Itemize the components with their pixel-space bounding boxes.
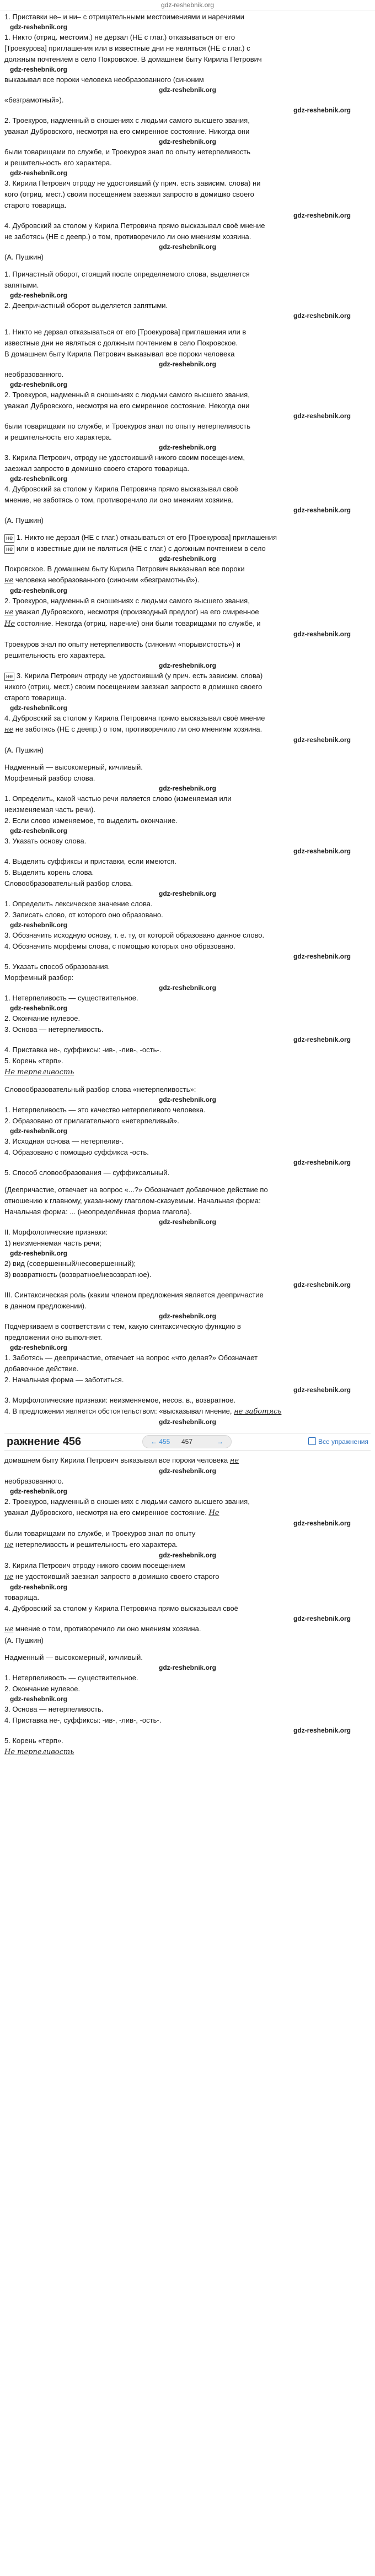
- exercise-pager: [142, 1435, 232, 1448]
- text-line: известные дни не являться с должным почтением в село Покровское.: [4, 339, 238, 347]
- handwritten-mark: Не терпеливость: [4, 1748, 74, 1756]
- watermark: gdz-reshebnik.org: [158, 1096, 216, 1103]
- text-line: В домашнем быту Кирила Петрович выказывал все пороки человека: [4, 350, 235, 358]
- watermark: gdz-reshebnik.org: [293, 312, 351, 320]
- text-line: Морфемный разбор слова.: [4, 774, 95, 782]
- grid-icon: [308, 1437, 316, 1445]
- watermark: gdz-reshebnik.org: [158, 784, 216, 792]
- text-line: 1. Нетерпеливость — это качество нетерпеливого человека.: [4, 1106, 206, 1114]
- text-line: 4. Обозначить морфемы слова, с помощью которых оно образовано.: [4, 942, 235, 950]
- handwritten-mark: не: [4, 1541, 14, 1549]
- watermark: gdz-reshebnik.org: [158, 555, 216, 562]
- text-line: Надменный — высокомерный, кичливый.: [4, 763, 143, 771]
- text-line: 5. Корень «терп».: [4, 1057, 63, 1065]
- handwritten-mark: не: [4, 576, 14, 585]
- handwritten-mark: не заботясь: [234, 1408, 282, 1416]
- text-segment: мнение о том, противоречило ли оно мнениям хозяина.: [15, 1625, 201, 1633]
- text-line: Словообразовательный разбор слова.: [4, 879, 133, 887]
- text-line: Надменный — высокомерный, кичливый.: [4, 1653, 143, 1662]
- watermark: gdz-reshebnik.org: [158, 1467, 216, 1475]
- handwritten-box: не: [4, 545, 14, 554]
- text-line: 4. Дубровский за столом у Кирила Петровича прямо высказывал своё: [4, 1604, 238, 1612]
- section-morphology: [4, 1184, 371, 1427]
- text-line: 1. Никто не дерзал отказываться от его [Троекурова] приглашения или в: [4, 328, 247, 336]
- text-line: 5. Выделить корень слова.: [4, 868, 94, 876]
- text-line: 5. Способ словообразования — суффиксальный.: [4, 1168, 170, 1177]
- text-line: 1. Приставки не– и ни– с отрицательными местоимениями и наречиями: [4, 13, 244, 21]
- watermark: gdz-reshebnik.org: [10, 1695, 68, 1703]
- watermark: gdz-reshebnik.org: [293, 736, 351, 744]
- text-line: 2. Образовано от прилагательного «нетерпеливый».: [4, 1117, 179, 1125]
- text-line: (А. Пушкин): [4, 1636, 44, 1644]
- text-line: в данном предложении).: [4, 1302, 87, 1310]
- text-line: [4, 575, 371, 586]
- watermark: gdz-reshebnik.org: [10, 1583, 68, 1591]
- text-line: [4, 1507, 371, 1519]
- text-segment: 4. В предложении является обстоятельством: «высказывал мнение,: [4, 1407, 232, 1415]
- watermark: gdz-reshebnik.org: [10, 169, 68, 177]
- text-line: 1. Нетерпеливость — существительное.: [4, 994, 138, 1002]
- handwritten-box: не: [4, 534, 14, 543]
- text-line: 1) неизменяемая часть речи;: [4, 1239, 101, 1247]
- text-line: 2. Троекуров, надменный в сношениях с людьми самого высшего звания,: [4, 597, 250, 605]
- watermark: gdz-reshebnik.org: [293, 847, 351, 855]
- watermark: gdz-reshebnik.org: [10, 704, 68, 712]
- handwritten-mark: не: [4, 1573, 14, 1581]
- text-line: старого товарища.: [4, 201, 67, 209]
- text-line: [4, 607, 371, 618]
- text-line: [4, 1746, 371, 1758]
- watermark: gdz-reshebnik.org: [10, 1344, 68, 1351]
- text-line: 1. Никто (отриц. местоим.) не дерзал (НЕ с глаг.) отказываться от его: [4, 33, 235, 41]
- text-line: 2) вид (совершенный/несовершенный);: [4, 1259, 136, 1268]
- watermark: gdz-reshebnik.org: [293, 1386, 351, 1394]
- text-line: Подчёркиваем в соответствии с тем, какую синтаксическую функцию в: [4, 1322, 241, 1330]
- watermark: gdz-reshebnik.org: [293, 1615, 351, 1622]
- section-marked: [4, 532, 371, 756]
- text-line: II. Морфологические признаки:: [4, 1228, 108, 1236]
- text-line: и решительность его характера.: [4, 433, 112, 441]
- text-segment: уважал Дубровского, несмотря на его смиренное состояние.: [4, 1508, 207, 1517]
- watermark: gdz-reshebnik.org: [10, 291, 68, 299]
- text-line: 2. Троекуров, надменный в сношениях с людьми самого высшего звания,: [4, 116, 250, 125]
- watermark: gdz-reshebnik.org: [158, 662, 216, 669]
- text-line: [Троекурова] приглашения или в известные дни не являться (НЕ с глаг.) с: [4, 44, 250, 52]
- text-line: должным почтением в село Покровское. В домашнем быту Кирила Петрович: [4, 55, 262, 63]
- handwritten-mark: не: [4, 608, 14, 616]
- text-line: 2. Записать слово, от которого оно образовано.: [4, 911, 163, 919]
- section-repeat-b: [4, 1652, 371, 1758]
- watermark: gdz-reshebnik.org: [10, 827, 68, 835]
- section-repeat-a: [4, 1455, 371, 1646]
- text-line: Морфемный разбор:: [4, 973, 74, 982]
- prev-exercise-link[interactable]: ← 455: [151, 1438, 170, 1446]
- handwritten-mark: Не: [4, 620, 15, 628]
- text-line: [4, 532, 371, 543]
- text-line: [4, 1067, 371, 1078]
- watermark: gdz-reshebnik.org: [158, 1218, 216, 1226]
- watermark: gdz-reshebnik.org: [293, 212, 351, 219]
- text-line: [4, 1455, 371, 1466]
- watermark: gdz-reshebnik.org: [10, 1127, 68, 1135]
- text-line: 2. Окончание нулевое.: [4, 1014, 81, 1022]
- text-segment: или в известные дни не являться (НЕ с глаг.) с должным почтением в село: [16, 544, 266, 553]
- watermark: gdz-reshebnik.org: [10, 1004, 68, 1012]
- exercise-nav-bar: [4, 1433, 371, 1451]
- text-line: необразованного.: [4, 1477, 64, 1485]
- text-line: 2. Начальная форма — заботиться.: [4, 1376, 124, 1384]
- all-exercises-label: Все упражнения: [318, 1438, 368, 1446]
- text-line: 4. Дубровский за столом у Кирила Петровича прямо высказывал своё мнение: [4, 714, 265, 722]
- text-line: решительность его характера.: [4, 651, 106, 659]
- text-segment: не удостоивший заезжал запросто в домишко своего старого: [15, 1572, 219, 1581]
- text-line: Начальная форма: ... (неопределённая форма глагола).: [4, 1208, 192, 1216]
- text-line: 1. Причастный оборот, стоящий после определяемого слова, выделяется: [4, 270, 250, 278]
- next-exercise-link[interactable]: →: [217, 1438, 223, 1446]
- handwritten-box: не: [4, 673, 14, 681]
- text-line: 5. Указать способ образования.: [4, 962, 110, 971]
- text-line: 3. Основа — нетерпеливость.: [4, 1705, 104, 1713]
- section-morpheme: [4, 762, 371, 1078]
- text-line: запятыми.: [4, 281, 39, 289]
- watermark: gdz-reshebnik.org: [158, 1551, 216, 1559]
- text-line: добавочное действие.: [4, 1365, 79, 1373]
- text-line: необразованного.: [4, 370, 64, 378]
- section-rules: [4, 269, 371, 321]
- text-line: 4. Дубровский за столом у Кирила Петровича прямо высказывал своё мнение: [4, 221, 265, 230]
- watermark: gdz-reshebnik.org: [10, 23, 68, 31]
- text-line: [4, 543, 371, 554]
- exercise-title: ражнение 456: [7, 1436, 82, 1448]
- text-line: 5. Корень «терп».: [4, 1736, 63, 1745]
- watermark: gdz-reshebnik.org: [158, 1312, 216, 1320]
- text-line: 3. Кирила Петрович, отроду не удостоивший никого своим посещением,: [4, 453, 245, 462]
- text-line: 4. Приставка не-, суффиксы: -ив-, -лив-, -ость-.: [4, 1716, 162, 1724]
- handwritten-mark: не: [229, 1457, 239, 1465]
- all-exercises-button[interactable]: [308, 1433, 368, 1450]
- text-line: 3. Исходная основа — нетерпелив-.: [4, 1137, 124, 1145]
- text-line: кого (отриц. мест.) своим посещением заезжал запросто в домишко своего: [4, 190, 254, 198]
- text-line: 2. Троекуров, надменный в сношениях с людьми самого высшего звания,: [4, 391, 250, 399]
- text-line: 3. Обозначить исходную основу, т. е. ту, от которой образовано данное слово.: [4, 931, 265, 939]
- text-segment: уважал Дубровского, несмотря (производный предлог) на его смиренное: [15, 608, 259, 616]
- text-line: 1. Заботясь — деепричастие, отвечает на вопрос «что делая?» Обозначает: [4, 1354, 258, 1362]
- document-body: [0, 10, 375, 1758]
- text-line: [4, 618, 371, 630]
- text-line: [4, 1571, 371, 1583]
- text-segment: 1. Никто не дерзал (НЕ с глаг.) отказываться от его [Троекурова] приглашения: [16, 533, 277, 542]
- watermark: gdz-reshebnik.org: [10, 475, 68, 483]
- watermark: gdz-reshebnik.org: [158, 1664, 216, 1671]
- text-line: 3. Морфологические признаки: неизменяемое, несов. в., возвратное.: [4, 1396, 235, 1404]
- text-line: [4, 724, 371, 735]
- handwritten-mark: не: [4, 726, 14, 734]
- text-segment: не заботясь (НЕ с деепр.) о том, противоречило ли оно мнениям хозяина.: [15, 725, 262, 733]
- text-line: (А. Пушкин): [4, 746, 44, 754]
- watermark: gdz-reshebnik.org: [158, 243, 216, 251]
- watermark: gdz-reshebnik.org: [10, 1249, 68, 1257]
- watermark: gdz-reshebnik.org: [293, 412, 351, 420]
- text-line: Троекуров знал по опыту нетерпеливость (синоним «порывистость») и: [4, 640, 241, 648]
- text-line: 4. Образовано с помощью суффикса -ость.: [4, 1148, 149, 1156]
- text-line: неизменяемая часть речи).: [4, 805, 95, 814]
- text-line: уважал Дубровского, несмотря на его смиренное состояние. Никогда они: [4, 127, 250, 136]
- watermark: gdz-reshebnik.org: [293, 1281, 351, 1289]
- watermark: gdz-reshebnik.org: [158, 1418, 216, 1426]
- watermark: gdz-reshebnik.org: [158, 360, 216, 368]
- text-line: заезжал запросто в домишко своего старого товарища.: [4, 464, 190, 473]
- text-line: 4. Выделить суффиксы и приставки, если имеются.: [4, 857, 176, 865]
- watermark: gdz-reshebnik.org: [293, 1727, 351, 1734]
- text-line: (Деепричастие, отвечает на вопрос «...?» Обозначает добавочное действие по: [4, 1186, 268, 1194]
- text-line: товарища.: [4, 1593, 40, 1601]
- text-line: и решительность его характера.: [4, 159, 112, 167]
- text-line: 2. Деепричастный оборот выделяется запятыми.: [4, 301, 168, 310]
- text-line: (А. Пушкин): [4, 253, 44, 261]
- text-line: уважал Дубровского, несмотря на его смиренное состояние. Некогда они: [4, 402, 250, 410]
- watermark: gdz-reshebnik.org: [293, 630, 351, 638]
- watermark: gdz-reshebnik.org: [158, 86, 216, 94]
- watermark: gdz-reshebnik.org: [293, 106, 351, 114]
- watermark: gdz-reshebnik.org: [158, 443, 216, 451]
- text-line: [4, 1406, 371, 1417]
- text-segment: состояние. Некогда (отриц. наречие) они были товарищами по службе, и: [17, 619, 261, 627]
- current-exercise: 457: [181, 1438, 193, 1446]
- text-line: Словообразовательный разбор слова «нетерпеливость»:: [4, 1085, 196, 1094]
- text-segment: нетерпеливость и решительность его характера.: [15, 1540, 178, 1549]
- text-line: никого (отриц. мест.) своим посещением заезжал запросто в домишко своего: [4, 683, 262, 691]
- watermark: gdz-reshebnik.org: [293, 1036, 351, 1043]
- watermark: gdz-reshebnik.org: [293, 506, 351, 514]
- text-line: 3) возвратность (возвратное/невозвратное).: [4, 1270, 152, 1279]
- watermark: gdz-reshebnik.org: [293, 953, 351, 960]
- section-punctuation: [4, 327, 371, 526]
- watermark: gdz-reshebnik.org: [158, 890, 216, 897]
- text-line: выказывал все пороки человека необразованного (синоним: [4, 75, 204, 84]
- text-line: 3. Кирила Петрович отроду не удостоивший (у прич. есть зависим. слова) ни: [4, 179, 261, 187]
- text-line: 1. Нетерпеливость — существительное.: [4, 1674, 138, 1682]
- watermark: gdz-reshebnik.org: [293, 1519, 351, 1527]
- text-line: 1. Определить лексическое значение слова.: [4, 900, 153, 908]
- watermark: gdz-reshebnik.org: [10, 921, 68, 929]
- text-line: были товарищами по службе, и Троекуров знал по опыту нетерпеливость: [4, 422, 251, 430]
- handwritten-mark: Не терпеливость: [4, 1068, 74, 1076]
- handwritten-mark: не: [4, 1625, 14, 1633]
- text-segment: домашнем быту Кирила Петрович выказывал все пороки человека: [4, 1456, 228, 1464]
- section-intro: [4, 12, 371, 263]
- text-line: 3. Кирила Петрович отроду никого своим посещением: [4, 1561, 185, 1570]
- text-line: (А. Пушкин): [4, 516, 44, 524]
- text-line: не заботясь (НЕ с деепр.) о том, противоречило ли оно мнениям хозяина.: [4, 232, 251, 241]
- watermark: gdz-reshebnik.org: [10, 1487, 68, 1495]
- watermark: gdz-reshebnik.org: [10, 66, 68, 73]
- text-line: 4. Дубровский за столом у Кирила Петровича прямо высказывал своё: [4, 485, 238, 493]
- text-line: 2. Окончание нулевое.: [4, 1685, 81, 1693]
- text-line: 2. Троекуров, надменный в сношениях с людьми самого высшего звания,: [4, 1497, 250, 1506]
- site-header: gdz-reshebnik.org: [0, 0, 375, 10]
- text-line: «безграмотный»).: [4, 96, 64, 104]
- text-line: [4, 1623, 371, 1635]
- text-line: были товарищами по службе, и Троекуров знал по опыту: [4, 1529, 196, 1538]
- section-word-formation: [4, 1084, 371, 1178]
- text-line: [4, 1539, 371, 1551]
- text-line: были товарищами по службе, и Троекуров знал по опыту нетерпеливость: [4, 148, 251, 156]
- text-line: старого товарища.: [4, 694, 67, 702]
- text-line: 1. Определить, какой частью речи является слово (изменяемая или: [4, 794, 232, 803]
- text-line: [4, 670, 371, 681]
- text-line: 2. Если слово изменяемое, то выделить окончание.: [4, 816, 178, 825]
- text-segment: человека необразованного (синоним «безграмотный»).: [15, 576, 200, 584]
- watermark: gdz-reshebnik.org: [158, 984, 216, 992]
- watermark: gdz-reshebnik.org: [10, 381, 68, 388]
- text-line: 4. Приставка не-, суффиксы: -ив-, -лив-, -ость-.: [4, 1046, 162, 1054]
- watermark: gdz-reshebnik.org: [293, 1159, 351, 1166]
- text-line: мнение, не заботясь о том, противоречило ли оно мнениям хозяина.: [4, 496, 234, 504]
- watermark: gdz-reshebnik.org: [158, 138, 216, 145]
- text-line: III. Синтаксическая роль (каким членом предложения является деепричастие: [4, 1291, 264, 1299]
- handwritten-mark: Не: [208, 1509, 219, 1517]
- text-line: отношению к главному, указанному глаголом-сказуемым. Начальная форма:: [4, 1197, 261, 1205]
- text-line: предложении оно выполняет.: [4, 1333, 103, 1341]
- text-line: Покровское. В домашнем быту Кирила Петрович выказывал все пороки: [4, 565, 245, 573]
- text-line: 3. Основа — нетерпеливость.: [4, 1025, 104, 1033]
- text-segment: 3. Кирила Петрович отроду не удостоивший (у прич. есть зависим. слова): [16, 672, 263, 680]
- text-line: 3. Указать основу слова.: [4, 837, 87, 845]
- watermark: gdz-reshebnik.org: [10, 587, 68, 594]
